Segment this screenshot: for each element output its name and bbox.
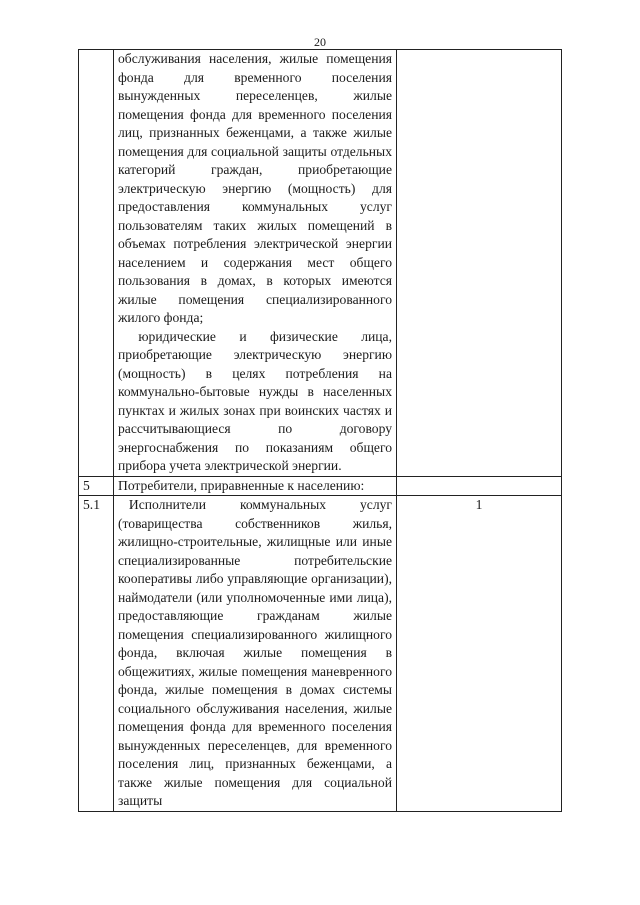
row-number-cell: 5.1 — [79, 496, 114, 812]
row-number-cell — [79, 50, 114, 477]
row-value-cell — [397, 50, 562, 477]
row-number-cell: 5 — [79, 476, 114, 496]
table-row — [79, 476, 562, 496]
row-value-cell: 1 — [397, 496, 562, 812]
row-paragraph: Потребители, приравненные к населению: — [118, 477, 365, 493]
table-row — [79, 50, 562, 477]
row-paragraph: юридические и физические лица, приобретающие электрическую энергию (мощность) в целях потребления на коммунально-бытовые нужды в населенных пунктах и жилых зонах при воинских частях и рассчитывающиеся по договору энергоснабжения по показаниям общего прибора учета электрической энергии. — [118, 328, 392, 473]
tariff-table — [78, 49, 562, 812]
row-description-cell — [114, 496, 397, 812]
row-value-cell — [397, 476, 562, 496]
row-description-cell — [114, 50, 397, 477]
row-paragraph: Исполнители коммунальных услуг (товарищества собственников жилья, жилищно-строительные, жилищные или иные специализированные потребительские кооперативы либо управляющие организации), наймодатели (или уполномоченные ими лица), предоставляющие гражданам жилые помещения специализированного жилищного фонда, включая жилые помещения в общежитиях, жилые помещения маневренного фонда, жилые помещения в домах системы социального обслуживания населения, жилые помещения фонда для временного поселения вынужденных переселенцев, для временного поселения лиц, признанных беженцами, а также жилые помещения для социальной защиты — [118, 497, 392, 808]
table-row — [79, 496, 562, 812]
row-paragraph: обслуживания населения, жилые помещения фонда для временного поселения вынужденных переселенцев, жилые помещения фонда для временного поселения лиц, признанных беженцами, а также жилые помещения для социальной защиты отдельных категорий граждан, приобретающие электрическую энергию (мощность) для предоставления коммунальных услуг пользователям таких жилых помещений в объемах потребления электрической энергии населением и содержания мест общего пользования в домах, в которых имеются жилые помещения специализированного жилого фонда; — [118, 51, 392, 325]
page-number: 20 — [314, 35, 326, 49]
row-description-cell — [114, 476, 397, 496]
